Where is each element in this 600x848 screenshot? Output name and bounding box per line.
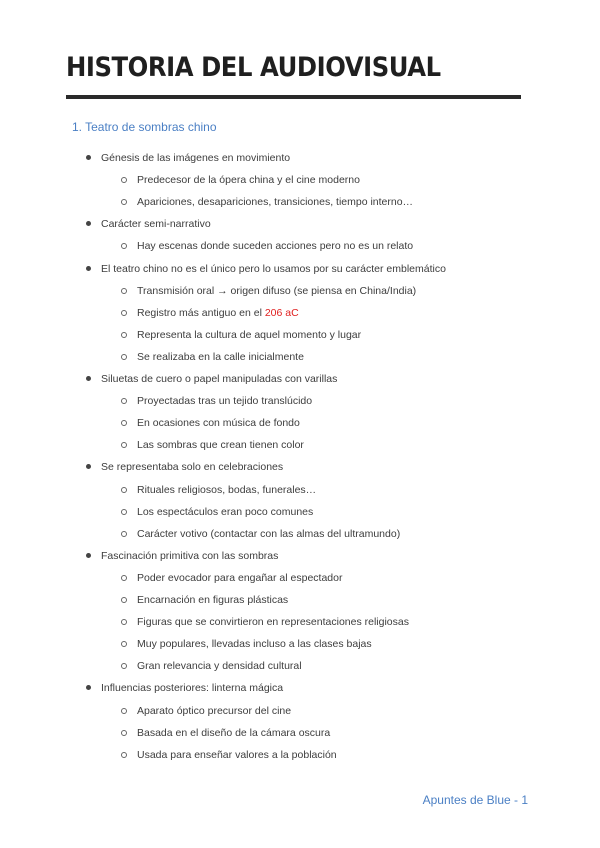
section-heading: 1. Teatro de sombras chino [72, 120, 217, 134]
sub-bullet-item [137, 239, 413, 253]
bullet-dot-icon [86, 266, 91, 271]
sub-bullet-item [137, 659, 302, 673]
bullet-circle-icon [121, 310, 127, 316]
bullet-circle-icon [121, 752, 127, 758]
title-underline [66, 95, 521, 99]
sub-bullet-item [137, 637, 372, 651]
bullet-dot-icon [86, 685, 91, 690]
sub-bullet-item [137, 328, 361, 342]
item-text: Carácter semi-narrativo [101, 218, 211, 231]
page-footer: Apuntes de Blue - 1 [422, 793, 528, 807]
bullet-circle-icon [121, 509, 127, 515]
sub-bullet-item [137, 615, 409, 629]
item-text: Poder evocador para engañar al espectador [137, 571, 343, 584]
document-title: HISTORIA DEL AUDIOVISUAL [66, 52, 441, 83]
bullet-circle-icon [121, 354, 127, 360]
bullet-dot-icon [86, 553, 91, 558]
item-text: Las sombras que crean tienen color [137, 439, 304, 452]
item-text: Representa la cultura de aquel momento y lugar [137, 328, 362, 341]
item-text: Muy populares, llevadas incluso a las clases bajas [137, 638, 372, 651]
bullet-dot-icon [86, 155, 91, 160]
item-text: Rituales religiosos, bodas, funerales… [137, 483, 317, 496]
item-text: Los espectáculos eran poco comunes [137, 505, 314, 518]
bullet-dot-icon [86, 464, 91, 469]
bullet-circle-icon [121, 641, 127, 647]
item-text: Siluetas de cuero o papel manipuladas con varillas [101, 373, 338, 385]
sub-bullet-item [137, 571, 342, 585]
sub-bullet-item [137, 704, 291, 718]
bullet-item [101, 262, 446, 276]
sub-bullet-item [137, 284, 416, 298]
item-text: Fascinación primitiva con las sombras [101, 549, 279, 562]
item-text: El teatro chino no es el único pero lo usamos por su carácter emblemático [101, 262, 446, 275]
sub-bullet-item [137, 306, 299, 320]
bullet-circle-icon [121, 398, 127, 404]
item-text: Aparato óptico precursor del cine [137, 704, 292, 717]
bullet-circle-icon [121, 663, 127, 669]
sub-bullet-item [137, 483, 316, 497]
highlighted-date: 206 aC [264, 306, 299, 319]
sub-bullet-item [137, 438, 304, 452]
bullet-circle-icon [121, 487, 127, 493]
bullet-circle-icon [121, 332, 127, 338]
item-text: Génesis de las imágenes en movimiento [101, 152, 291, 164]
item-text: Figuras que se convirtieron en representaciones religiosas [137, 616, 409, 629]
bullet-circle-icon [121, 288, 127, 294]
bullet-circle-icon [121, 597, 127, 603]
bullet-item [101, 549, 278, 563]
sub-bullet-item [137, 748, 337, 762]
bullet-item [101, 217, 211, 231]
item-text: Predecesor de la ópera china y el cine moderno [137, 174, 360, 187]
item-text: Influencias posteriores: linterna mágica [101, 682, 284, 695]
item-text: Basada en el diseño de la cámara oscura [137, 726, 331, 739]
bullet-circle-icon [121, 177, 127, 183]
item-text: Gran relevancia y densidad cultural [137, 660, 302, 673]
bullet-circle-icon [121, 243, 127, 249]
sub-bullet-item [137, 195, 413, 209]
sub-bullet-item [137, 593, 288, 607]
bullet-item [101, 460, 283, 474]
bullet-circle-icon [121, 708, 127, 714]
item-text: Usada para enseñar valores a la población [137, 748, 337, 761]
bullet-circle-icon [121, 531, 127, 537]
item-text: En ocasiones con música de fondo [137, 417, 300, 430]
bullet-circle-icon [121, 420, 127, 426]
sub-bullet-item [137, 505, 313, 519]
item-text: Se realizaba en la calle inicialmente [137, 350, 304, 363]
sub-bullet-item [137, 416, 300, 430]
bullet-item [101, 681, 283, 695]
item-text: Carácter votivo (contactar con las almas del ultramundo) [137, 527, 401, 540]
bullet-circle-icon [121, 730, 127, 736]
sub-bullet-item [137, 394, 312, 408]
sub-bullet-item [137, 173, 360, 187]
bullet-item [101, 151, 290, 165]
sub-bullet-item [137, 726, 330, 740]
item-text: Apariciones, desapariciones, transiciones, tiempo interno… [137, 196, 414, 209]
item-text: Proyectadas tras un tejido translúcido [137, 395, 313, 408]
item-text: Transmisión oral → origen difuso (se piensa en China/India) [137, 284, 417, 297]
sub-bullet-item [137, 527, 400, 541]
bullet-circle-icon [121, 619, 127, 625]
bullet-circle-icon [121, 199, 127, 205]
item-text: Encarnación en figuras plásticas [137, 594, 289, 606]
item-text: Se representaba solo en celebraciones [101, 461, 284, 474]
item-text: Hay escenas donde suceden acciones pero no es un relato [137, 240, 414, 253]
bullet-circle-icon [121, 575, 127, 581]
bullet-dot-icon [86, 221, 91, 226]
item-text: Registro más antiguo en el [137, 306, 265, 319]
bullet-circle-icon [121, 442, 127, 448]
bullet-dot-icon [86, 376, 91, 381]
bullet-item [101, 372, 337, 386]
sub-bullet-item [137, 350, 304, 364]
